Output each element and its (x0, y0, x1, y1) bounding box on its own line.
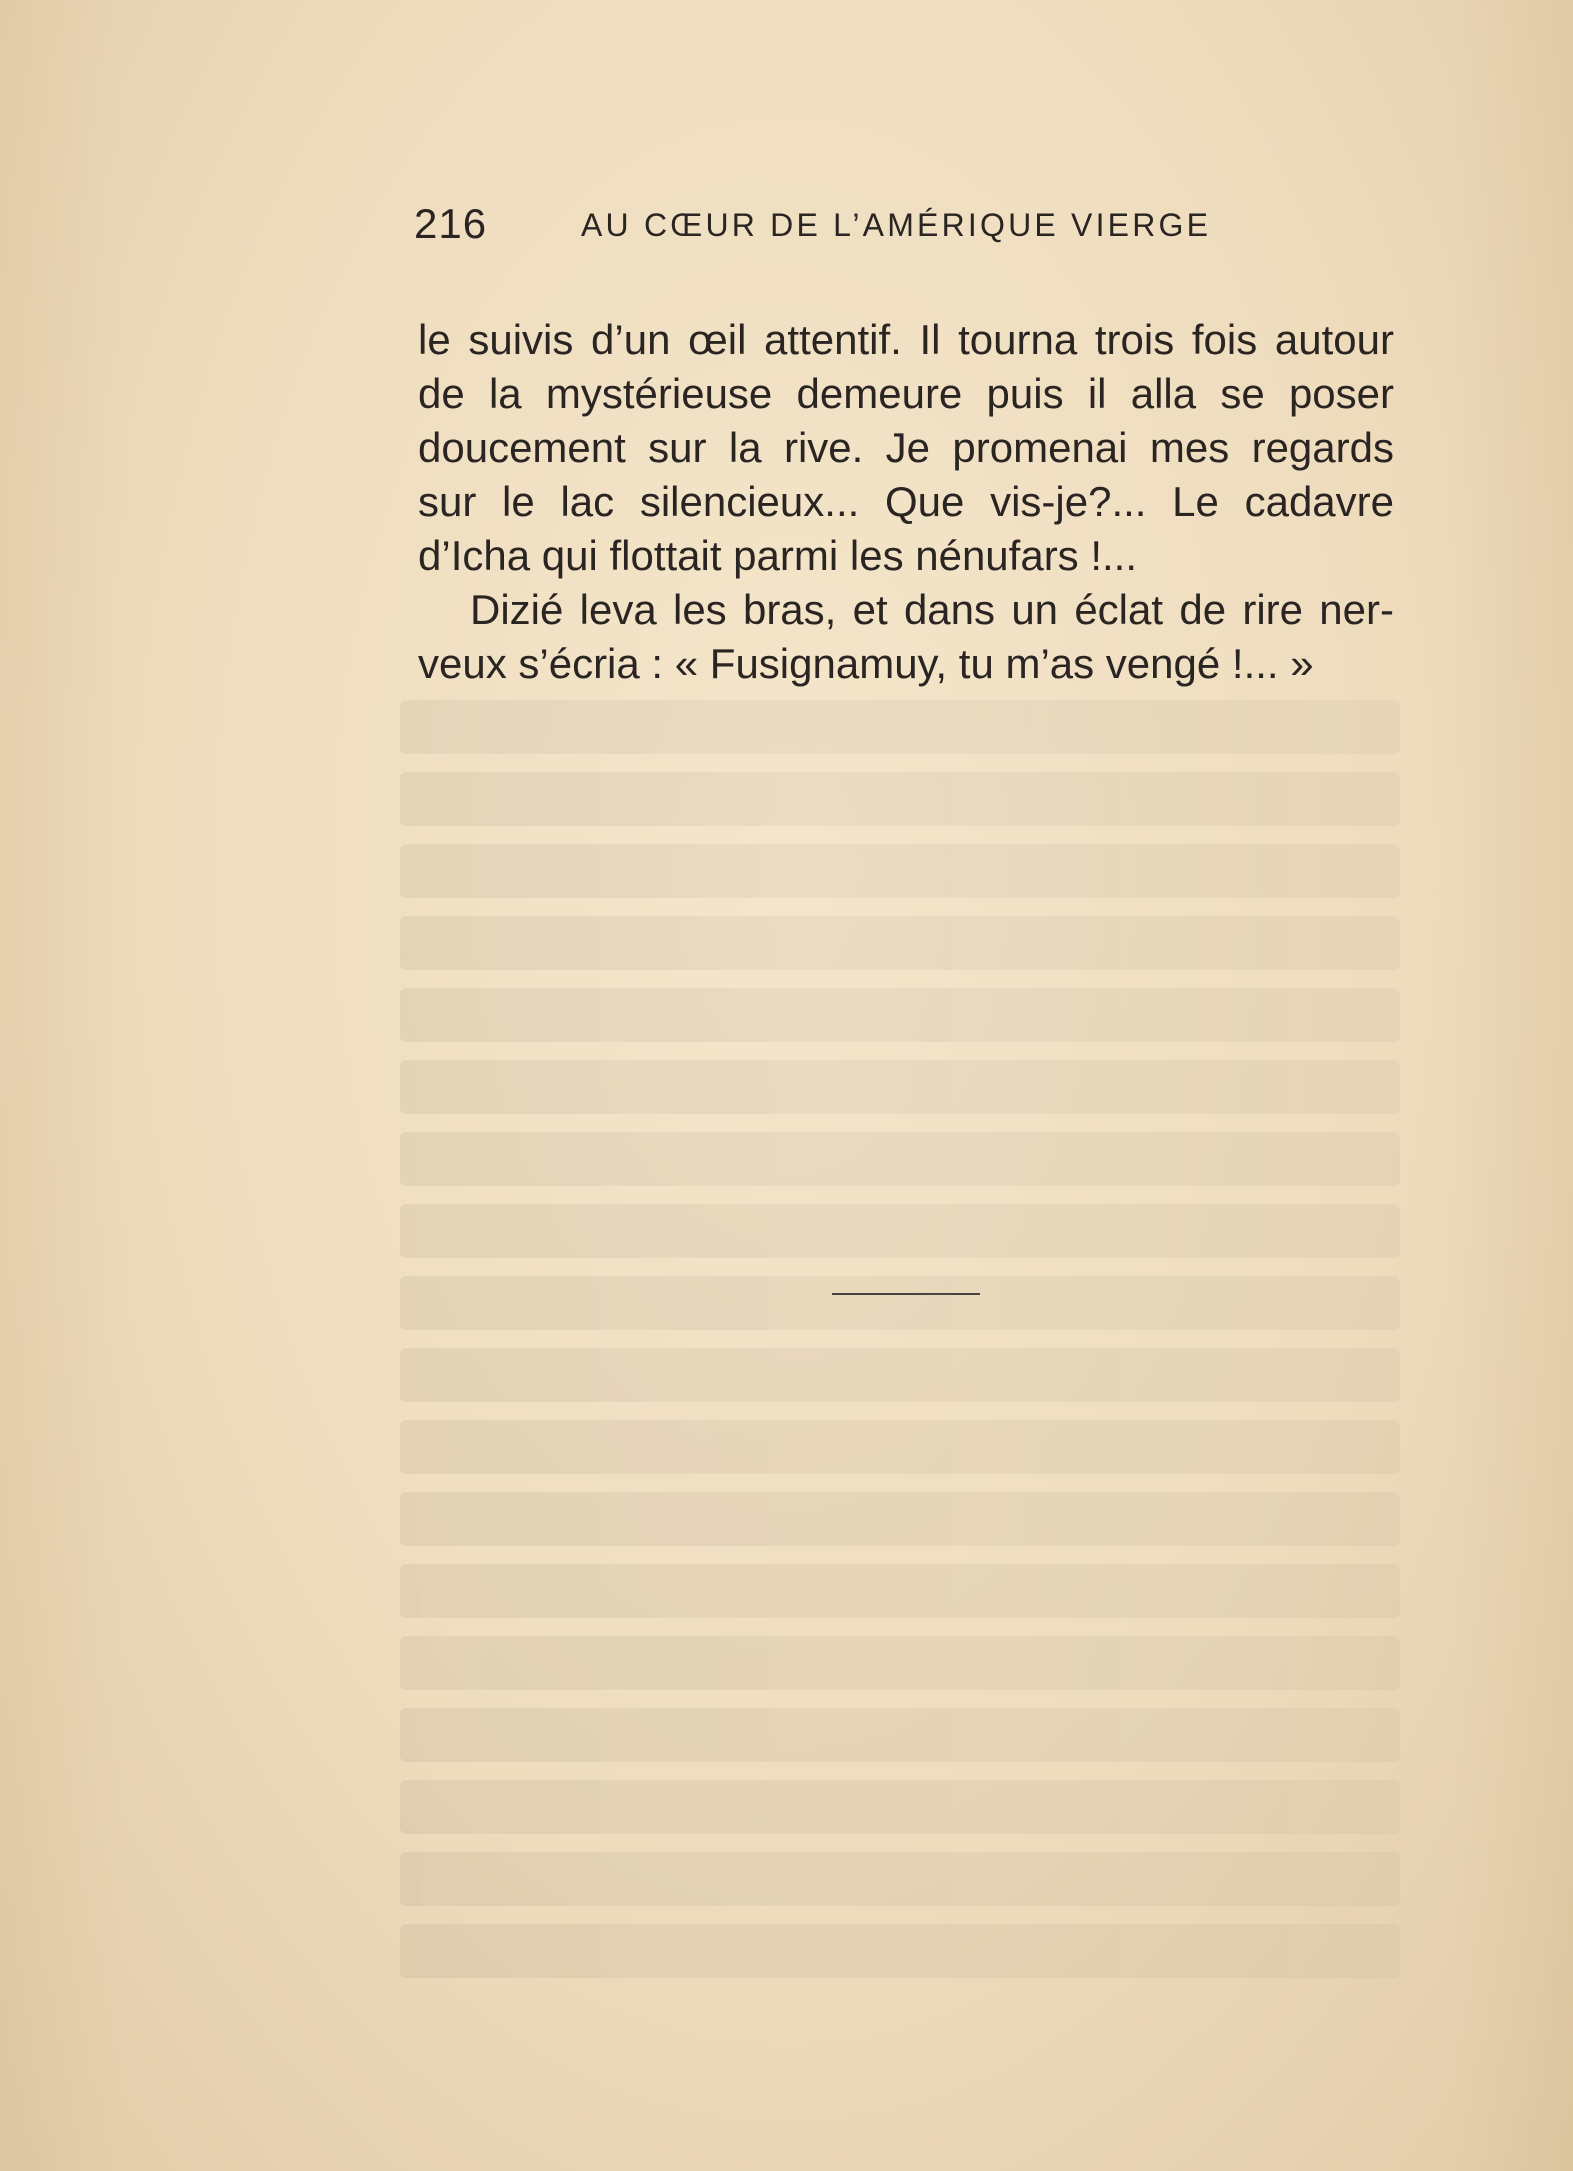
text-line: sur le lac silencieux... Que vis-je?... Le cadavre (418, 478, 1394, 525)
text-line: d’Icha qui flottait parmi les nénufars !... (418, 532, 1138, 579)
text-line: doucement sur la rive. Je promenai mes regards (418, 424, 1394, 471)
running-title: AU CŒUR DE L’AMÉRIQUE VIERGE (581, 207, 1212, 243)
show-through-text (400, 700, 1400, 2000)
body-text (418, 313, 1394, 691)
running-head (414, 196, 1414, 256)
text-line: le suivis d’un œil attentif. Il tourna trois fois autour (418, 316, 1394, 363)
text-line: Dizié leva les bras, et dans un éclat de rire ner- (470, 586, 1394, 633)
page-number: 216 (414, 200, 488, 247)
text-line: veux s’écria : « Fusignamuy, tu m’as vengé !... » (418, 640, 1314, 687)
text-line: de la mystérieuse demeure puis il alla se poser (418, 370, 1394, 417)
section-divider-rule (832, 1293, 980, 1295)
